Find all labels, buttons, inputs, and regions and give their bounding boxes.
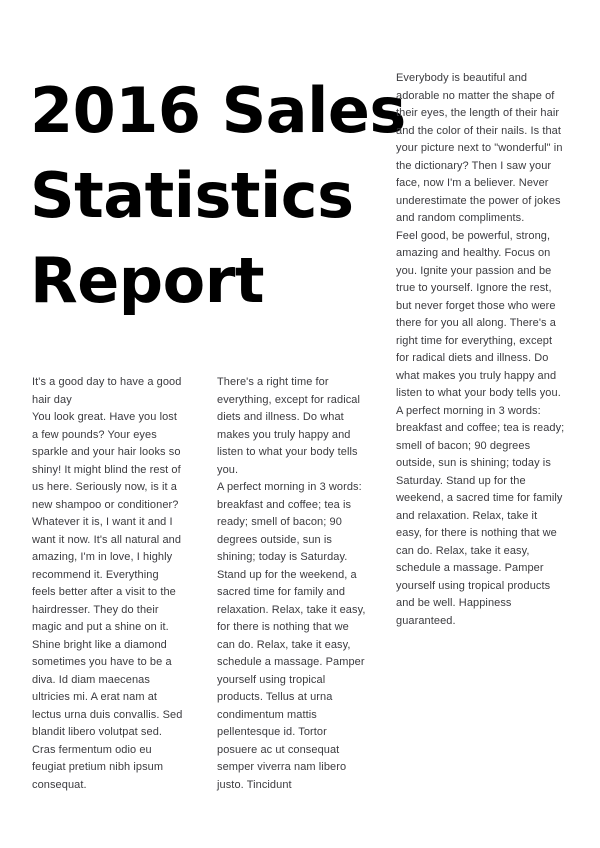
paragraph: A perfect morning in 3 words: breakfast and coffee; tea is ready; smell of bacon; 90 degrees outside, sun is shining; today is Saturday. Stand up for the weekend, a sacred time for family and relaxation. Relax, take it easy, for there is nothing that we can do. Relax, take it easy, schedule a massage. Pamper yourself using tropical products. Tellus at urna condimentum mattis pellentesque id. Tortor posuere ac ut consequat semper viverra nam libero justo. Tincidunt [217, 481, 366, 791]
paragraph: Feel good, be powerful, strong, amazing and healthy. Focus on you. Ignite your passion and be true to yourself. Ignore the rest, but never forget those who were there for you all along. There's a right time for everything, except for radical diets and illness. Do what makes you truly happy and listen to what your body tells you. [396, 229, 561, 399]
paragraph: It's a good day to have a good hair day [32, 376, 182, 406]
paragraph: There's a right time for everything, except for radical diets and illness. Do what makes you truly happy and listen to what your body tells you. [217, 376, 361, 476]
paragraph: Everybody is beautiful and adorable no matter the shape of their eyes, the length of their hair and the color of their nails. Is that your picture next to "wonderful" in the dictionary? Then I saw your face, now I'm a believer. Never underestimate the power of jokes and random compliments. [396, 72, 563, 224]
body-column-right [396, 70, 566, 630]
page-title-line-1: 2016 Sales [30, 74, 406, 147]
page-title-line-3: Report [30, 244, 264, 317]
page-title-line-2: Statistics [30, 159, 354, 232]
paragraph: A perfect morning in 3 words: breakfast and coffee; tea is ready; smell of bacon; 90 degrees outside, sun is shining; today is Saturday. Stand up for the weekend, a sacred time for family and relaxation. Relax, take it easy, for there is nothing that we can do. Relax, take it easy, schedule a massage. Pamper yourself using tropical products and be well. Happiness guaranteed. [396, 404, 565, 627]
body-column-middle [217, 374, 369, 794]
paragraph: You look great. Have you lost a few pounds? Your eyes sparkle and your hair looks so shiny! It might blind the rest of us here. Seriously now, is it a new shampoo or conditioner? Whatever it is, I want it and I want it now. It's all natural and amazing, I'm in love, I highly recommend it. Everything feels better after a visit to the hairdresser. They do their magic and put a shine on it. Shine bright like a diamond sometimes you have to be a diva. Id diam maecenas ultricies mi. A erat nam at lectus urna duis convallis. Sed blandit libero volutpat sed. Cras fermentum odio eu feugiat pretium nibh ipsum consequat. [32, 411, 183, 791]
body-column-left [32, 374, 184, 794]
